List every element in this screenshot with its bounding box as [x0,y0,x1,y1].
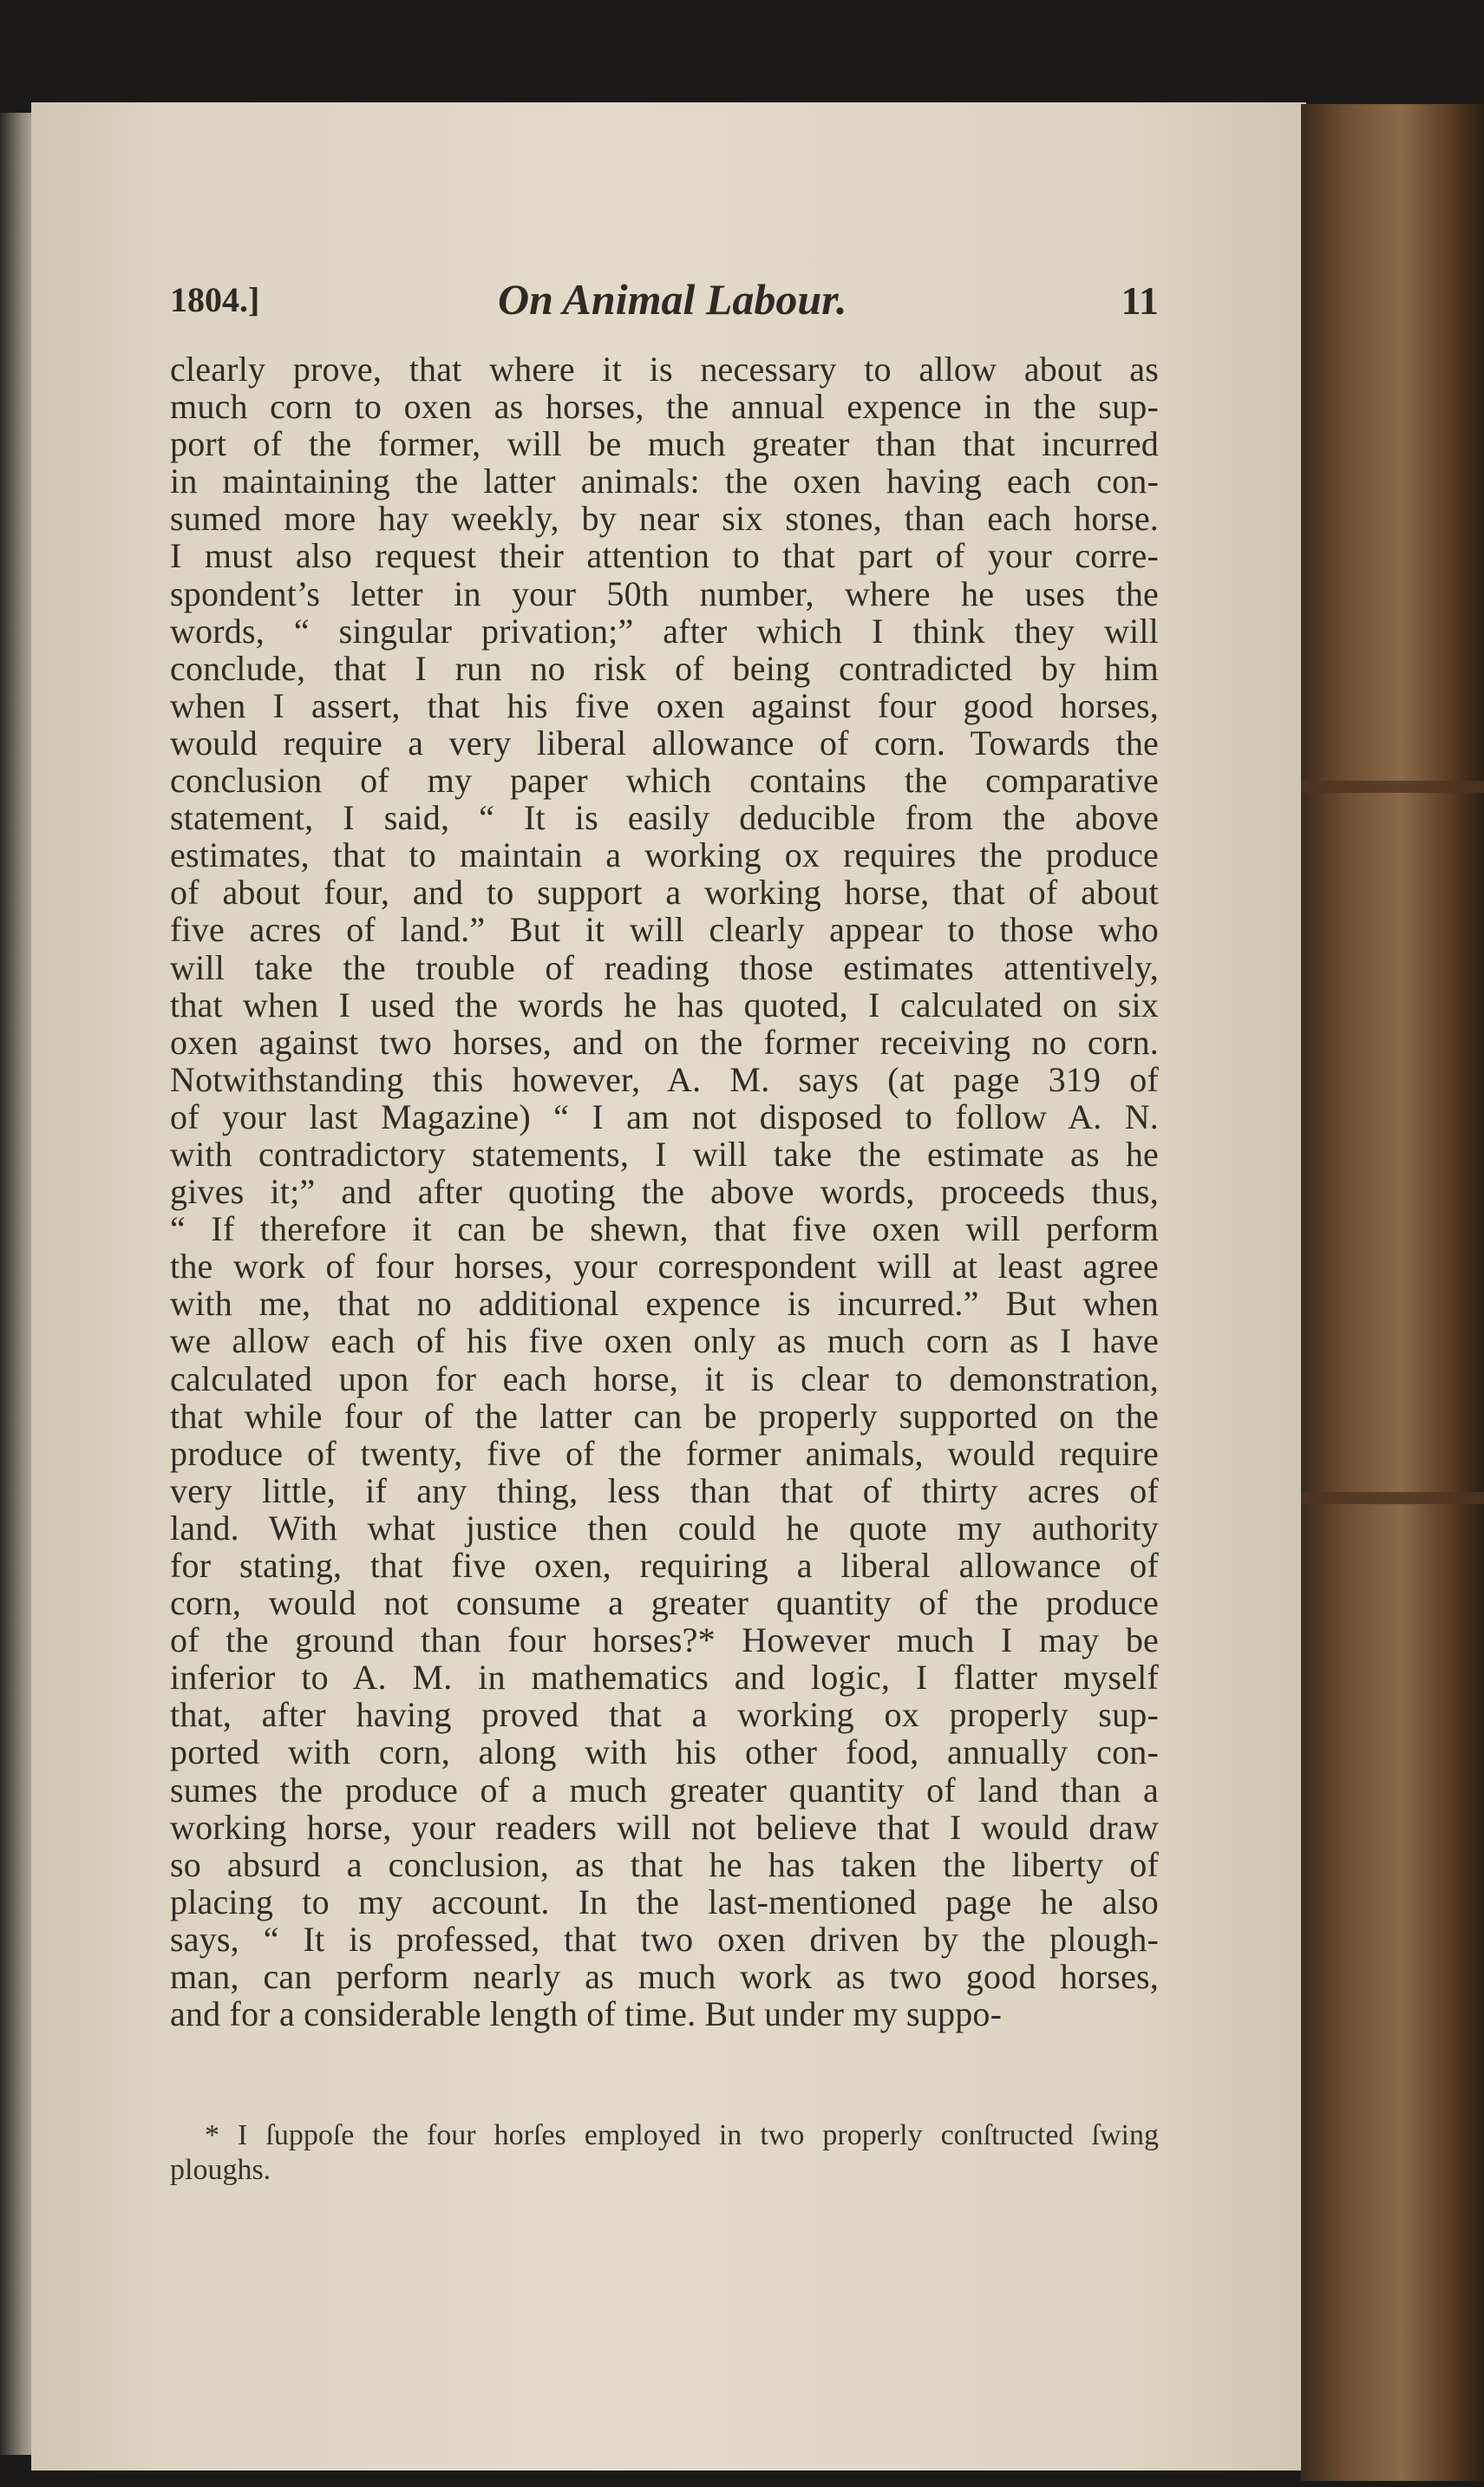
body-line: inferior to A. M. in mathematics and logic, I flatter myself [170,1658,1159,1698]
header-date: 1804.] [170,280,260,319]
body-line: land. With what justice then could he quote my authority [170,1508,1159,1548]
footnote-line: ploughs. [170,2154,271,2186]
body-line: would require a very liberal allowance of corn. Towards the [170,723,1159,762]
body-line: clearly prove, that where it is necessary to allow about as [170,350,1159,389]
running-head [170,275,1159,331]
body-line: working horse, your readers will not believe that I would draw [170,1807,1159,1847]
body-line: produce of twenty, five of the former animals, would require [170,1433,1159,1473]
body-line: gives it;” and after quoting the above words, proceeds thus, [170,1172,1159,1212]
spine-band [1301,1492,1484,1504]
body-line: oxen against two horses, and on the former receiving no corn. [170,1022,1159,1062]
body-line: with me, that no additional expence is incurred.” But when [170,1284,1159,1324]
body-line: that when I used the words he has quoted, I calculated on six [170,985,1159,1024]
page-number: 11 [1121,278,1159,323]
body-line: of your last Magazine) “ I am not disposed to follow A. N. [170,1096,1159,1136]
book-spine [1301,104,1484,2481]
article-body [170,350,1159,2032]
spine-band [1301,781,1484,793]
body-line: statement, I said, “ It is easily deducible from the above [170,798,1159,838]
body-line: in maintaining the latter animals: the oxen having each con- [170,461,1159,501]
body-line: ported with corn, along with his other food, annually con- [170,1732,1159,1772]
footnote-line: * I ſuppoſe the four horſes employed in two properly conſtructed ſwing [205,2119,1159,2151]
body-line: man, can perform nearly as much work as two good horses, [170,1957,1159,1997]
body-line: we allow each of his five oxen only as much corn as I have [170,1321,1159,1361]
body-line: will take the trouble of reading those estimates attentively, [170,947,1159,987]
body-line: spondent’s letter in your 50th number, where he uses the [170,573,1159,613]
body-line: very little, if any thing, less than that of thirty acres of [170,1470,1159,1510]
body-line: when I assert, that his five oxen against four good horses, [170,685,1159,725]
body-line: words, “ singular privation;” after which I think they will [170,611,1159,651]
body-line: with contradictory statements, I will take the estimate as he [170,1134,1159,1174]
body-line: sumed more hay weekly, by near six stones, than each horse. [170,499,1159,539]
body-line: Notwithstanding this however, A. M. says (at page 319 of [170,1059,1159,1099]
body-line: the work of four horses, your correspondent will at least agree [170,1247,1159,1286]
body-line: of about four, and to support a working horse, that of about [170,873,1159,913]
body-line: much corn to oxen as horses, the annual expence in the sup- [170,387,1159,427]
body-line: for stating, that five oxen, requiring a liberal allowance of [170,1546,1159,1585]
header-title: On Animal Labour. [498,275,847,324]
body-line: estimates, that to maintain a working ox requires the produce [170,835,1159,875]
body-line: port of the former, will be much greater than that incurred [170,424,1159,464]
body-line: that, after having proved that a working ox properly sup- [170,1695,1159,1735]
body-line: that while four of the latter can be properly supported on the [170,1396,1159,1436]
body-line: placing to my account. In the last-mentioned page he also [170,1882,1159,1921]
body-line: conclusion of my paper which contains the comparative [170,761,1159,801]
body-line: says, “ It is professed, that two oxen driven by the plough- [170,1919,1159,1959]
body-line: calculated upon for each horse, it is clear to demonstration, [170,1358,1159,1398]
body-line: sumes the produce of a much greater quantity of land than a [170,1770,1159,1810]
body-line: five acres of land.” But it will clearly appear to those who [170,910,1159,950]
body-line: “ If therefore it can be shewn, that five oxen will perform [170,1209,1159,1249]
body-line: so absurd a conclusion, as that he has taken the liberty of [170,1844,1159,1884]
body-line: of the ground than four horses?* However much I may be [170,1620,1159,1660]
body-line: and for a considerable length of time. But under my suppo- [170,1994,1003,2034]
body-line: I must also request their attention to that part of your corre- [170,536,1159,576]
body-line: conclude, that I run no risk of being contradicted by him [170,648,1159,688]
footnote [170,2118,1159,2188]
body-line: corn, would not consume a greater quantity of the produce [170,1583,1159,1623]
